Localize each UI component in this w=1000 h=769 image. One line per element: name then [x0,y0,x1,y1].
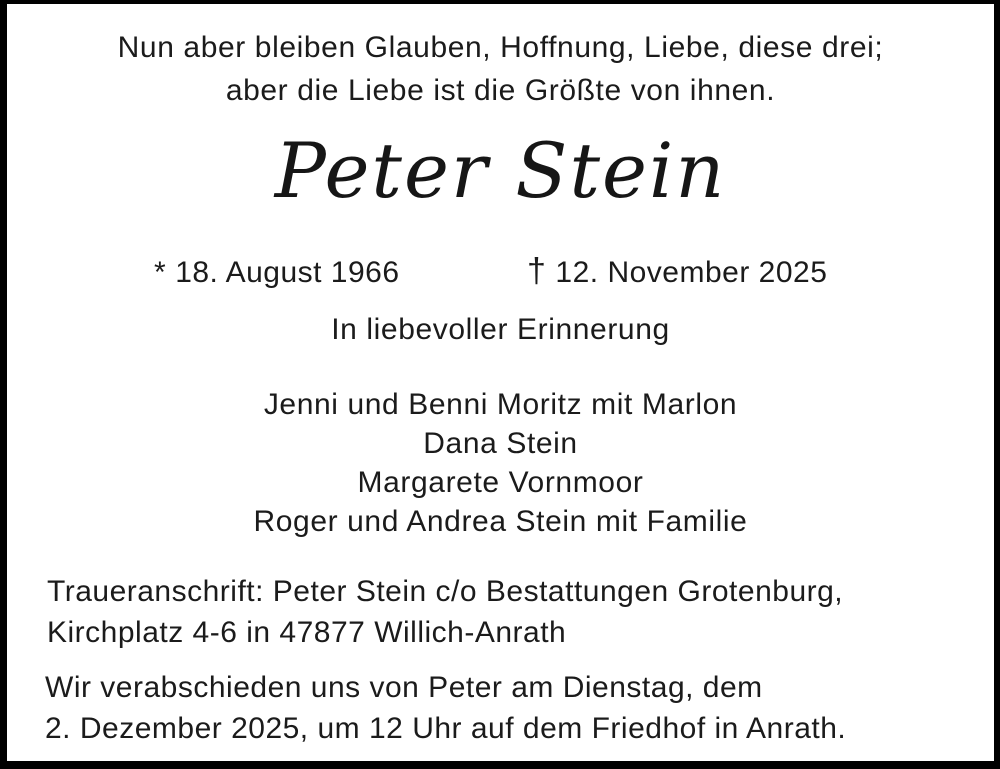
birth-star-symbol: * [154,256,167,289]
mourners-list [7,385,994,541]
birth-date-text: 18. August 1966 [175,256,400,289]
life-dates-row [7,252,994,296]
condolence-address-line-2: Kirchplatz 4-6 in 47877 Willich-Anrath [47,616,567,649]
condolence-address [7,571,994,653]
birth-date [154,256,400,290]
death-date-text: 12. November 2025 [555,256,828,289]
farewell-line-2: 2. Dezember 2025, um 12 Uhr auf dem Friedhof in Anrath. [45,712,847,745]
deceased-name: Peter Stein [274,126,727,215]
farewell-line-1: Wir verabschieden uns von Peter am Dienstag, dem [45,671,763,704]
mourner-line: Margarete Vornmoor [357,466,644,499]
mourner-line: Jenni und Benni Moritz mit Marlon [263,388,738,421]
scripture-quote [7,26,994,112]
mourner-line: Dana Stein [423,427,578,460]
mourner-line: Roger und Andrea Stein mit Familie [253,505,748,538]
quote-line-1: Nun aber bleiben Glauben, Hoffnung, Liebe, diese drei; [117,31,884,64]
memorial-line: In liebevoller Erinnerung [331,313,670,346]
death-date [527,252,828,290]
quote-line-2: aber die Liebe ist die Größte von ihnen. [225,74,776,107]
death-cross-symbol: † [527,252,547,290]
condolence-address-line-1: Traueranschrift: Peter Stein c/o Bestattungen Grotenburg, [47,575,844,608]
farewell-announcement [7,667,994,749]
